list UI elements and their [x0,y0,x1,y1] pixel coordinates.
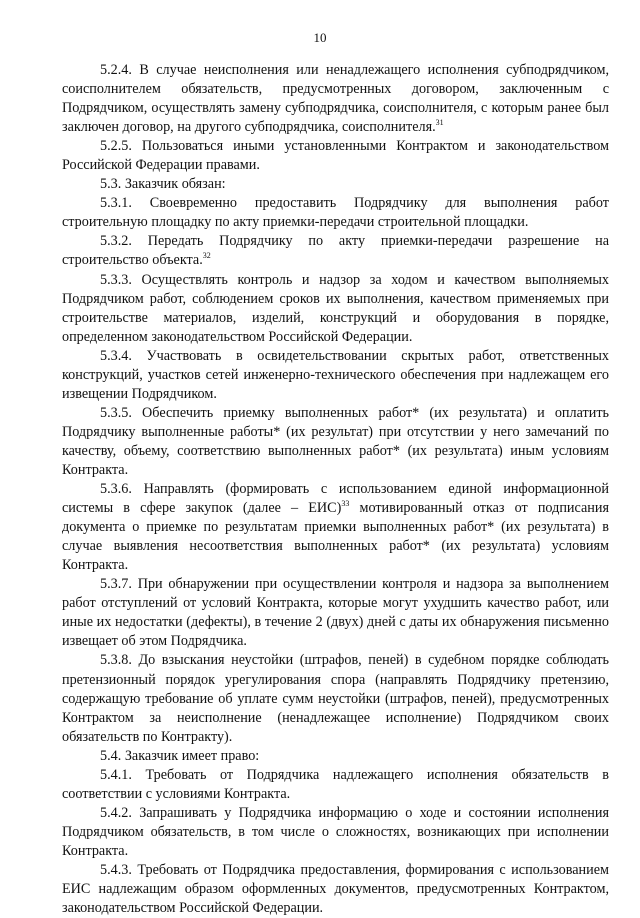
footnote-ref: 32 [202,251,211,261]
clause-5-3-6 [62,480,609,575]
clause-text: 5.3. Заказчик обязан: [100,176,226,193]
clause-5-3-3 [62,271,609,347]
footnote-ref: 33 [341,499,350,509]
clause-text: 5.3.3. Осуществлять контроль и надзор за ходом и качеством выполняемых Подрядчиком работ, соблюдением сроков их выполнения, качеством применяемых при строительстве материалов, изделий, конструкций и оборудования в порядке, определенном законодательством Российской Федерации. [62,271,609,345]
clause-5-3-4 [62,347,609,404]
clause-5-2-5 [62,137,609,175]
clause-5-4-2 [62,804,609,861]
clause-5-3-8 [62,651,609,746]
clause-text: 5.3.1. Своевременно предоставить Подрядчику для выполнения работ строительную площадку по акту приемки-передачи строительной площадки. [62,195,609,231]
clause-5-3-1 [62,194,609,232]
clause-text-continued: мотивированный отказ от подписания документа о приемке по результатам приемки выполненных работ* (их результата) в случае выявления несоответствия выполненных работ* (их результата) условиям Контракта. [62,500,609,574]
clause-text: 5.3.6. Направлять (формировать с использованием единой информационной системы в сфере закупок (далее – ЕИС) [62,481,609,517]
clause-5-4-3 [62,861,609,918]
footnote-ref: 31 [435,118,444,128]
clause-5-3-7 [62,575,609,651]
clause-5-2-4 [62,61,609,137]
clause-text: 5.3.4. Участвовать в освидетельствовании скрытых работ, ответственных конструкций, участков сетей инженерно-технического обеспечения при надлежащем его извещении Подрядчиком. [62,347,609,402]
clause-text: 5.3.2. Передать Подрядчику по акту приемки-передачи разрешение на строительство объекта. [62,233,609,269]
clause-text: 5.3.8. До взыскания неустойки (штрафов, пеней) в судебном порядке соблюдать претензионный порядок урегулирования спора (направлять Подрядчику претензию, содержащую требование об уплате сумм неустойки (штрафов, пеней), предусмотренных Контрактом за неисполнение (ненадлежащее исполнение) Подрядчиком своих обязательств по Контракту). [62,652,609,745]
clause-text: 5.3.7. При обнаружении при осуществлении контроля и надзора за выполнением работ отступлений от условий Контракта, которые могут ухудшить качество работ, или иные их недостатки (дефекты), в течение 2 (двух) дней с даты их обнаружения письменно извещает об этом Подрядчика. [62,576,609,650]
page-number: 10 [313,30,327,45]
clause-5-4 [62,747,609,766]
clause-text: 5.3.5. Обеспечить приемку выполненных работ* (их результата) и оплатить Подрядчику выполненные работы* (их результат) при отсутствии у него замечаний по качеству, объему, соответствию выполненных работ* (их результата) иным условиям Контракта. [62,404,609,478]
clause-text: 5.4. Заказчик имеет право: [100,747,260,764]
clause-5-4-1 [62,766,609,804]
clause-5-3-2 [62,232,609,270]
clause-text: 5.4.2. Запрашивать у Подрядчика информацию о ходе и состоянии исполнения Подрядчиком обязательств, в том числе о сложностях, возникающих при исполнении Контракта. [62,804,609,859]
clause-text: 5.2.4. В случае неисполнения или ненадлежащего исполнения субподрядчиком, соисполнителем обязательств, предусмотренных договором, заключенным с Подрядчиком, осуществлять замену субподрядчика, соисполнителя, с которым ранее был заключен договор, на другого субподрядчика, соисполнителя. [62,62,609,136]
clause-5-3 [62,175,609,194]
clause-text: 5.4.1. Требовать от Подрядчика надлежащего исполнения обязательств в соответствии с условиями Контракта. [62,766,609,802]
clause-text: 5.2.5. Пользоваться иными установленными Контрактом и законодательством Российской Федерации правами. [62,138,609,174]
clause-5-3-5 [62,404,609,480]
document-body [62,61,609,918]
clause-text: 5.4.3. Требовать от Подрядчика предоставления, формирования с использованием ЕИС надлежащим образом оформленных документов, предусмотренных Контрактом, законодательством Российской Федерации. [62,861,609,917]
